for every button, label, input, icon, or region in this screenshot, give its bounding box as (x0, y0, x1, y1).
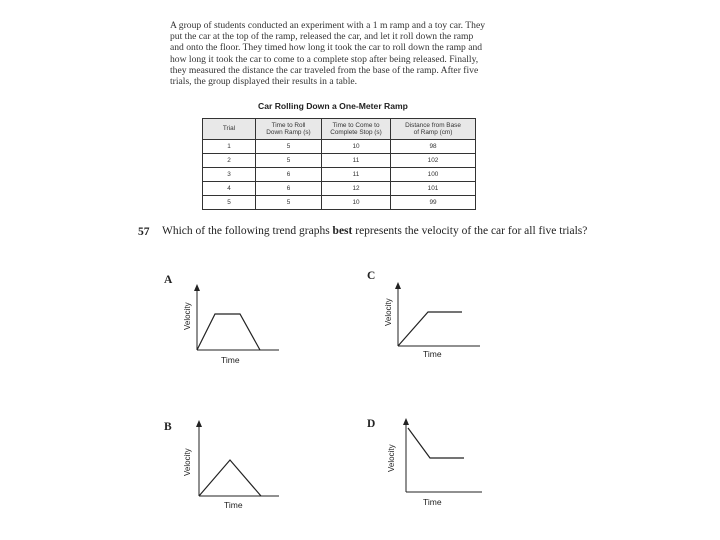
table-cell: 11 (322, 154, 391, 168)
y-axis-label: Velocity (387, 444, 396, 472)
x-axis-label: Time (224, 500, 243, 510)
question-text-part: represents the velocity of the car for all five trials? (352, 225, 588, 237)
passage-line: and onto the floor. They timed how long it took the car to roll down the ramp and (170, 42, 483, 54)
passage-line: how long it took the car to come to a complete stop after being released. Finally, (170, 53, 479, 65)
option-d-label[interactable]: D (367, 418, 376, 430)
table-cell: 102 (391, 154, 476, 168)
table-title: Car Rolling Down a One-Meter Ramp (258, 101, 408, 111)
header-text: Time to Roll (271, 121, 306, 129)
header-text: Time to Come to (332, 121, 380, 129)
data-table (202, 118, 476, 210)
table-cell: 5 (203, 196, 256, 210)
header-text: Down Ramp (s) (266, 129, 311, 136)
header-time-stop (322, 119, 391, 140)
table-cell: 5 (256, 196, 322, 210)
table-cell: 5 (256, 154, 322, 168)
graph-option-a[interactable] (175, 284, 285, 369)
header-text: Trial (222, 125, 236, 133)
table-row (203, 182, 476, 196)
y-axis-arrow-icon (403, 418, 409, 425)
graph-option-c[interactable] (378, 282, 488, 367)
graph-option-d[interactable] (378, 416, 488, 511)
table-cell: 10 (322, 140, 391, 154)
question-emphasis: best (332, 225, 353, 237)
velocity-curve (197, 314, 260, 350)
table-header-row (203, 119, 476, 140)
passage-line: A group of students conducted an experiment with a 1 m ramp and a toy car. They (170, 20, 486, 31)
question-number: 57 (138, 226, 150, 238)
passage-line: put the car at the top of the ramp, released the car, and let it roll down the ramp (170, 31, 474, 43)
header-text: of Ramp (cm) (413, 129, 453, 136)
table-cell: 10 (322, 196, 391, 210)
header-time-roll (256, 119, 322, 140)
table-row (203, 140, 476, 154)
option-b-label[interactable]: B (164, 421, 172, 433)
table-cell: 1 (203, 140, 256, 154)
table-cell: 6 (256, 168, 322, 182)
table-row (203, 154, 476, 168)
question-text (162, 224, 602, 238)
table-cell: 99 (391, 196, 476, 210)
table-cell: 2 (203, 154, 256, 168)
velocity-curve (199, 460, 261, 496)
table-row (203, 168, 476, 182)
table-cell: 5 (256, 140, 322, 154)
question-text-part: Which of the following trend graphs (162, 225, 333, 237)
y-axis-label: Velocity (183, 448, 192, 476)
y-axis-label: Velocity (183, 302, 192, 330)
table-cell: 6 (256, 182, 322, 196)
passage-line: trials, the group displayed their results in a table. (170, 76, 358, 88)
graph-option-b[interactable] (175, 418, 285, 513)
option-a-label[interactable]: A (164, 274, 173, 286)
velocity-curve (408, 428, 464, 458)
header-distance (391, 119, 476, 140)
table-cell: 12 (322, 182, 391, 196)
y-axis-arrow-icon (194, 284, 200, 291)
table-cell: 98 (391, 140, 476, 154)
table-cell: 3 (203, 168, 256, 182)
x-axis-label: Time (423, 349, 442, 359)
x-axis-label: Time (221, 355, 240, 365)
table-cell: 101 (391, 182, 476, 196)
header-text: Distance from Base (405, 121, 461, 129)
header-text: Complete Stop (s) (330, 129, 382, 136)
y-axis-label: Velocity (384, 298, 393, 326)
y-axis-arrow-icon (196, 420, 202, 427)
table-row (203, 196, 476, 210)
velocity-curve (398, 312, 462, 346)
header-trial (203, 119, 256, 140)
option-c-label[interactable]: C (367, 270, 376, 282)
table-cell: 4 (203, 182, 256, 196)
x-axis-label: Time (423, 497, 442, 507)
table-cell: 100 (391, 168, 476, 182)
table-cell: 11 (322, 168, 391, 182)
passage-line: they measured the distance the car traveled from the base of the ramp. After five (170, 64, 479, 76)
passage (170, 20, 525, 87)
y-axis-arrow-icon (395, 282, 401, 289)
